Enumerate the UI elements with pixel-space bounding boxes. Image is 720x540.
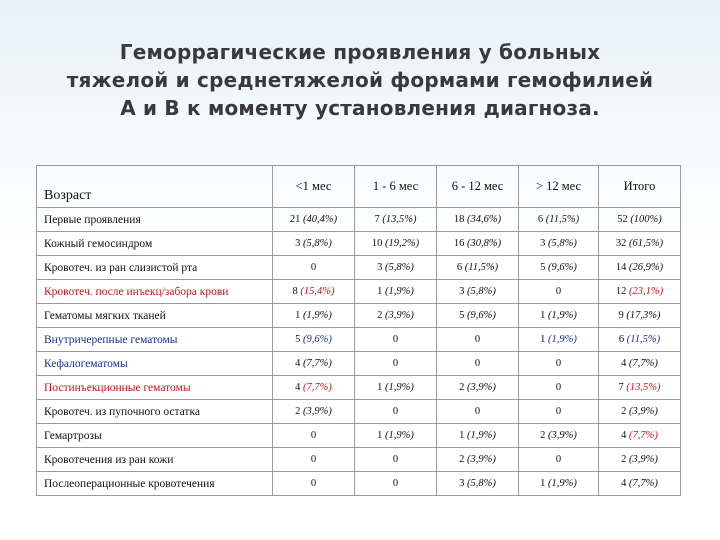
row-label: Кровотеч. после инъекц/забора крови <box>37 280 273 304</box>
cell-percent: (15,4%) <box>300 286 335 297</box>
title-line-3: А и В к моменту установления диагноза. <box>120 96 600 120</box>
table-cell <box>355 280 437 304</box>
cell-count: 5 <box>459 310 465 321</box>
table-cell <box>599 400 681 424</box>
cell-percent: (23,1%) <box>629 286 664 297</box>
table-cell <box>519 472 599 496</box>
cell-percent: (1,9%) <box>385 430 414 441</box>
cell-count: 1 <box>540 478 546 489</box>
table-cell <box>355 304 437 328</box>
table-cell <box>437 400 519 424</box>
table-cell <box>599 280 681 304</box>
cell-count: 12 <box>615 286 627 297</box>
table-cell <box>437 232 519 256</box>
table-cell <box>519 232 599 256</box>
table-cell <box>273 304 355 328</box>
cell-percent: (11,5%) <box>545 214 580 225</box>
cell-count: 0 <box>555 382 562 393</box>
table-row <box>37 208 681 232</box>
table-cell <box>355 232 437 256</box>
table-cell <box>437 376 519 400</box>
cell-percent: (17,3%) <box>626 310 661 321</box>
table-cell <box>519 376 599 400</box>
table-cell <box>519 208 599 232</box>
cell-count: 2 <box>459 382 465 393</box>
cell-percent: (30,8%) <box>467 238 502 249</box>
table-cell <box>273 352 355 376</box>
cell-percent: (7,7%) <box>303 358 332 369</box>
cell-percent: (100%) <box>630 214 662 225</box>
table-row <box>37 352 681 376</box>
table-cell <box>355 352 437 376</box>
table-cell <box>437 304 519 328</box>
cell-percent: (3,9%) <box>548 430 577 441</box>
cell-count: 4 <box>621 478 627 489</box>
cell-count: 0 <box>555 286 562 297</box>
cell-count: 6 <box>537 214 544 225</box>
cell-percent: (1,9%) <box>548 334 577 345</box>
table-cell <box>355 376 437 400</box>
cell-count: 0 <box>392 358 399 369</box>
table-cell <box>355 472 437 496</box>
title-line-2: тяжелой и среднетяжелой формами гемофилией <box>66 68 654 92</box>
table-cell <box>437 424 519 448</box>
table-cell <box>599 352 681 376</box>
cell-percent: (3,9%) <box>303 406 332 417</box>
cell-percent: (3,9%) <box>385 310 414 321</box>
cell-count: 3 <box>377 262 383 273</box>
row-label: Кефалогематомы <box>37 352 273 376</box>
cell-percent: (7,7%) <box>629 358 658 369</box>
cell-percent: (34,6%) <box>467 214 502 225</box>
row-label: Внутричерепные гематомы <box>37 328 273 352</box>
table-row <box>37 448 681 472</box>
table-cell <box>519 256 599 280</box>
table-cell <box>519 328 599 352</box>
cell-count: 6 <box>618 334 625 345</box>
table-cell <box>519 304 599 328</box>
table-row <box>37 424 681 448</box>
table-cell <box>519 352 599 376</box>
cell-count: 1 <box>377 286 383 297</box>
slide-title <box>40 38 680 122</box>
cell-percent: (19,2%) <box>385 238 420 249</box>
cell-percent: (9,6%) <box>303 334 332 345</box>
cell-count: 8 <box>292 286 298 297</box>
cell-percent: (1,9%) <box>385 382 414 393</box>
row-label: Гемартрозы <box>37 424 273 448</box>
table-cell <box>519 280 599 304</box>
cell-percent: (26,9%) <box>629 262 664 273</box>
cell-count: 4 <box>621 358 627 369</box>
table-cell <box>437 256 519 280</box>
cell-count: 0 <box>392 478 399 489</box>
table-cell <box>355 208 437 232</box>
header-1-6: 1 - 6 мес <box>355 166 437 208</box>
table-row <box>37 472 681 496</box>
cell-count: 18 <box>453 214 465 225</box>
table-cell <box>599 328 681 352</box>
cell-percent: (13,5%) <box>626 382 661 393</box>
table-cell <box>599 376 681 400</box>
table-cell <box>519 424 599 448</box>
table-row <box>37 304 681 328</box>
row-label: Послеоперационные кровотечения <box>37 472 273 496</box>
cell-count: 3 <box>459 286 465 297</box>
cell-count: 0 <box>392 334 399 345</box>
table-cell <box>355 256 437 280</box>
cell-percent: (11,5%) <box>464 262 499 273</box>
cell-count: 7 <box>374 214 380 225</box>
cell-percent: (3,9%) <box>629 454 658 465</box>
table-cell <box>273 472 355 496</box>
cell-percent: (5,8%) <box>467 478 496 489</box>
cell-count: 14 <box>615 262 627 273</box>
row-label: Кожный гемосиндром <box>37 232 273 256</box>
cell-count: 2 <box>377 310 383 321</box>
cell-count: 4 <box>295 358 301 369</box>
cell-count: 1 <box>377 430 383 441</box>
cell-count: 3 <box>540 238 546 249</box>
cell-percent: (1,9%) <box>303 310 332 321</box>
header-gt12: > 12 мес <box>519 166 599 208</box>
cell-count: 0 <box>392 454 399 465</box>
cell-percent: (11,5%) <box>626 334 661 345</box>
cell-percent: (7,7%) <box>303 382 332 393</box>
table-cell <box>273 208 355 232</box>
table-header-row <box>37 166 681 208</box>
table-row <box>37 328 681 352</box>
cell-count: 0 <box>310 478 317 489</box>
header-age: Возраст <box>37 166 273 208</box>
table-cell <box>355 424 437 448</box>
row-label: Кровотечения из ран кожи <box>37 448 273 472</box>
cell-count: 2 <box>621 454 627 465</box>
cell-count: 9 <box>618 310 624 321</box>
cell-count: 2 <box>621 406 627 417</box>
cell-percent: (3,9%) <box>629 406 658 417</box>
cell-percent: (3,9%) <box>467 382 496 393</box>
cell-count: 1 <box>540 310 546 321</box>
cell-count: 5 <box>295 334 301 345</box>
header-total: Итого <box>599 166 681 208</box>
table-cell <box>355 328 437 352</box>
table-cell <box>599 208 681 232</box>
cell-count: 0 <box>310 262 317 273</box>
table-cell <box>273 424 355 448</box>
table-cell <box>437 280 519 304</box>
cell-count: 0 <box>555 454 562 465</box>
cell-percent: (9,6%) <box>548 262 577 273</box>
table-cell <box>273 328 355 352</box>
table-cell <box>355 400 437 424</box>
cell-percent: (5,8%) <box>303 238 332 249</box>
table-row <box>37 376 681 400</box>
cell-percent: (1,9%) <box>467 430 496 441</box>
cell-count: 0 <box>474 358 481 369</box>
header-6-12: 6 - 12 мес <box>437 166 519 208</box>
table-row <box>37 232 681 256</box>
cell-count: 52 <box>617 214 628 225</box>
cell-percent: (1,9%) <box>548 478 577 489</box>
row-label: Кровотеч. из пупочного остатка <box>37 400 273 424</box>
cell-count: 32 <box>615 238 627 249</box>
table-cell <box>273 256 355 280</box>
cell-count: 0 <box>474 406 481 417</box>
cell-count: 10 <box>371 238 383 249</box>
row-label: Постинъекционные гематомы <box>37 376 273 400</box>
table-row <box>37 400 681 424</box>
cell-count: 1 <box>459 430 465 441</box>
cell-percent: (1,9%) <box>385 286 414 297</box>
cell-percent: (40,4%) <box>303 214 338 225</box>
cell-count: 21 <box>289 214 301 225</box>
table-cell <box>437 328 519 352</box>
table-cell <box>519 448 599 472</box>
table-cell <box>437 448 519 472</box>
cell-count: 0 <box>310 430 317 441</box>
table-cell <box>599 232 681 256</box>
cell-count: 16 <box>453 238 465 249</box>
table-row <box>37 280 681 304</box>
table-cell <box>273 376 355 400</box>
cell-count: 4 <box>621 430 627 441</box>
cell-count: 0 <box>474 334 481 345</box>
cell-count: 4 <box>295 382 301 393</box>
table-cell <box>599 448 681 472</box>
cell-percent: (5,8%) <box>548 238 577 249</box>
cell-percent: (9,6%) <box>467 310 496 321</box>
title-line-1: Геморрагические проявления у больных <box>119 40 601 64</box>
cell-count: 5 <box>540 262 546 273</box>
hemorrhage-table <box>36 165 681 496</box>
cell-percent: (5,8%) <box>385 262 414 273</box>
table-cell <box>273 448 355 472</box>
cell-count: 3 <box>295 238 301 249</box>
table-cell <box>599 256 681 280</box>
table-cell <box>599 424 681 448</box>
header-lt1: <1 мес <box>273 166 355 208</box>
cell-percent: (3,9%) <box>467 454 496 465</box>
table-cell <box>599 304 681 328</box>
cell-count: 7 <box>618 382 624 393</box>
cell-percent: (7,7%) <box>629 478 658 489</box>
cell-percent: (5,8%) <box>467 286 496 297</box>
table-cell <box>273 280 355 304</box>
row-label: Гематомы мягких тканей <box>37 304 273 328</box>
cell-percent: (1,9%) <box>548 310 577 321</box>
cell-count: 0 <box>555 358 562 369</box>
cell-count: 2 <box>540 430 546 441</box>
cell-count: 6 <box>456 262 463 273</box>
cell-count: 0 <box>310 454 317 465</box>
table-cell <box>519 400 599 424</box>
cell-count: 1 <box>377 382 383 393</box>
row-label: Кровотеч. из ран слизистой рта <box>37 256 273 280</box>
cell-count: 0 <box>555 406 562 417</box>
cell-count: 1 <box>540 334 546 345</box>
cell-count: 1 <box>295 310 301 321</box>
table-cell <box>599 472 681 496</box>
cell-percent: (61,5%) <box>629 238 664 249</box>
cell-count: 2 <box>295 406 301 417</box>
cell-count: 2 <box>459 454 465 465</box>
row-label: Первые проявления <box>37 208 273 232</box>
table-cell <box>355 448 437 472</box>
cell-count: 0 <box>392 406 399 417</box>
table-cell <box>437 472 519 496</box>
cell-percent: (7,7%) <box>629 430 658 441</box>
table-cell <box>437 352 519 376</box>
table-cell <box>273 232 355 256</box>
table-cell <box>273 400 355 424</box>
cell-percent: (13,5%) <box>382 214 417 225</box>
table-cell <box>437 208 519 232</box>
table-row <box>37 256 681 280</box>
cell-count: 3 <box>459 478 465 489</box>
